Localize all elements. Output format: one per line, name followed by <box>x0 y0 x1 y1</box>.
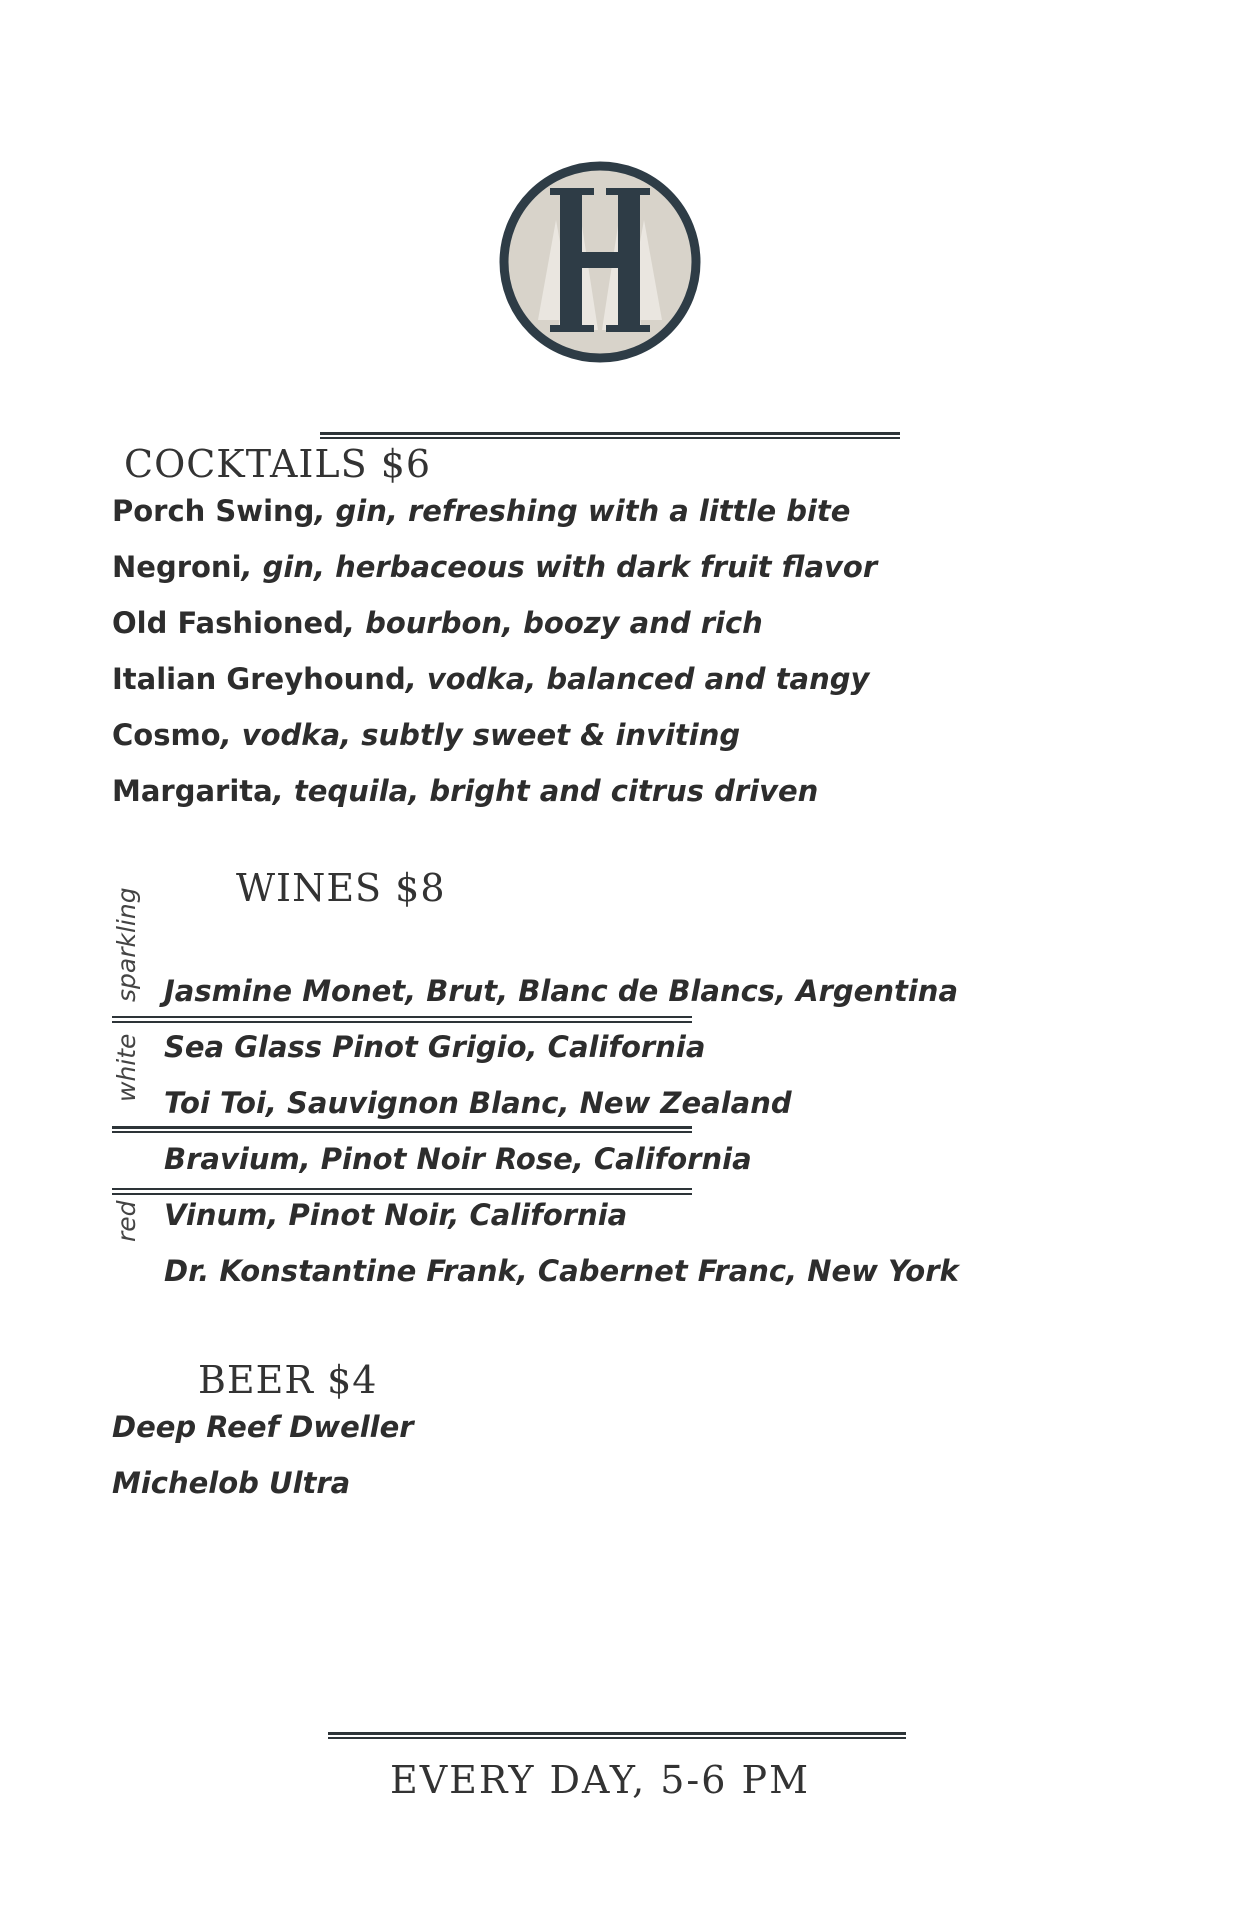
wine-category-white: white <box>112 1033 141 1102</box>
footer-divider <box>328 1732 906 1740</box>
wine-category-sparkling: sparkling <box>112 887 141 1002</box>
wine-item: Toi Toi, Sauvignon Blanc, New Zealand <box>164 1086 792 1120</box>
cocktail-name: Old Fashioned <box>112 606 344 640</box>
cocktail-item <box>112 774 818 808</box>
beer-item: Deep Reef Dweller <box>112 1410 414 1444</box>
wine-divider <box>112 1016 692 1024</box>
cocktail-item <box>112 662 869 696</box>
cocktail-desc: , bourbon, boozy and rich <box>343 606 763 640</box>
wine-divider <box>112 1188 692 1196</box>
wine-item: Vinum, Pinot Noir, California <box>164 1198 628 1232</box>
cocktail-desc: , vodka, subtly sweet & inviting <box>220 718 741 752</box>
cocktail-item <box>112 606 763 640</box>
top-divider <box>320 432 900 440</box>
wine-item: Jasmine Monet, Brut, Blanc de Blancs, Argentina <box>164 974 959 1008</box>
beer-item: Michelob Ultra <box>112 1466 351 1500</box>
wine-item: Bravium, Pinot Noir Rose, California <box>164 1142 752 1176</box>
wine-item: Dr. Konstantine Frank, Cabernet Franc, New York <box>164 1254 959 1288</box>
beer-heading: BEER $4 <box>198 1358 378 1402</box>
cocktail-name: Cosmo <box>112 718 221 752</box>
wines-heading: WINES $8 <box>236 866 446 910</box>
cocktail-name: Porch Swing <box>112 494 315 528</box>
cocktails-heading: COCKTAILS $6 <box>124 442 432 486</box>
hours-footer: EVERY DAY, 5-6 PM <box>390 1758 810 1802</box>
cocktail-desc: , gin, herbaceous with dark fruit flavor <box>241 550 878 584</box>
cocktail-name: Margarita <box>112 774 273 808</box>
wine-category-red: red <box>112 1200 141 1242</box>
wine-divider <box>112 1126 692 1134</box>
cocktail-name: Italian Greyhound <box>112 662 406 696</box>
cocktail-name: Negroni <box>112 550 242 584</box>
wine-item: Sea Glass Pinot Grigio, California <box>164 1030 706 1064</box>
cocktail-item <box>112 550 877 584</box>
cocktail-desc: , gin, refreshing with a little bite <box>314 494 851 528</box>
cocktail-item <box>112 494 850 528</box>
cocktail-item <box>112 718 740 752</box>
cocktail-desc: , vodka, balanced and tangy <box>405 662 870 696</box>
logo-emblem <box>498 160 702 364</box>
cocktail-desc: , tequila, bright and citrus driven <box>272 774 819 808</box>
